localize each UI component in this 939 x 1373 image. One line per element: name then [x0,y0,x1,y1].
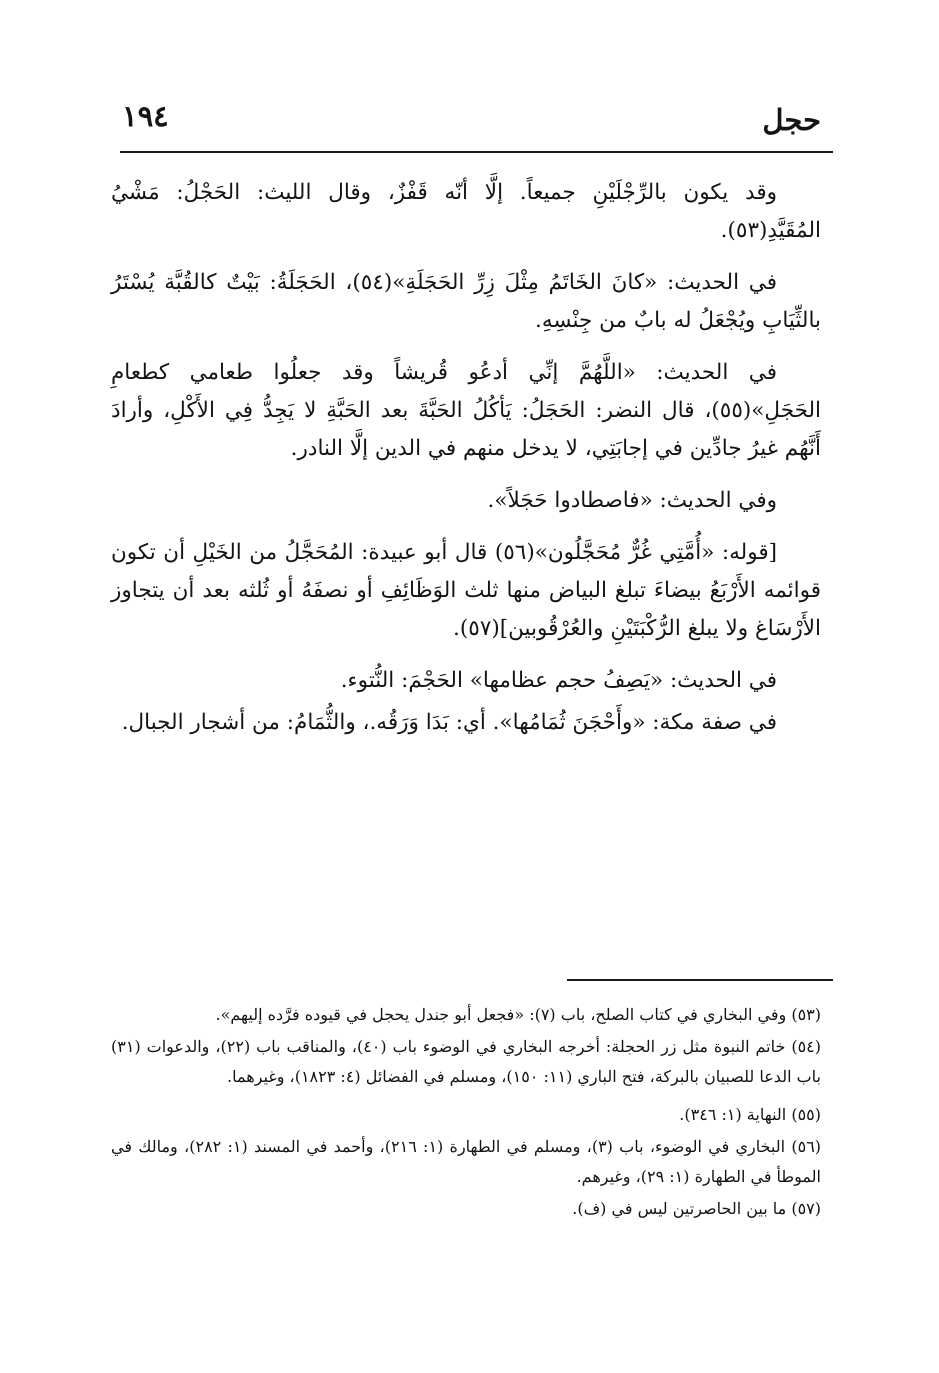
footnote-53: (٥٣) وفي البخاري في كتاب الصلح، باب (٧): «فجعل أبو جندل يحجل في قيوده فرَّده إليهم». [215,1005,821,1024]
footnotes [111,1000,821,1226]
paragraph-hajl-leg: وقد يكون بالرِّجْلَيْنِ جميعاً. إلَّا أنّه قَفْزٌ، وقال الليث: الحَجْلُ: مَشْيُ المُقَيَّدِ(٥٣). [111,180,821,243]
paragraph-muhajjalun: [قوله: «أُمَّتِي غُرٌّ مُحَجَّلُون»(٥٦) قال أبو عبيدة: المُحَجَّلُ من الخَيْلِ أن تكون قوائمه الأَرْبَعُ بيضاءَ تبلغ البياض منها ثلث الوَظَائِفِ أو نصفَهُ أو ثُلثه بعد أن يتجاوز الأَرْسَاغ ولا يبلغ الرُّكْبَتَيْنِ والعُرْقُوبين](٥٧). [111,540,821,641]
running-header-title: حجل [762,103,821,137]
header-divider [120,151,833,153]
footnote-57: (٥٧) ما بين الحاصرتين ليس في (ف). [572,1199,821,1218]
footnote-55: (٥٥) النهاية (١: ٣٤٦). [679,1105,821,1124]
footnote-54: (٥٤) خاتم النبوة مثل زر الحجلة: أخرجه البخاري في الوضوء باب (٤٠)، والمناقب باب (٢٢)، والدعوات (٣١) باب الدعا للصبيان بالبركة، فتح الباري (١١: ١٥٠)، ومسلم في الفضائل (٤: ١٨٢٣)، وغيرهما. [111,1037,822,1086]
footnote-56: (٥٦) البخاري في الوضوء، باب (٣)، ومسلم في الطهارة (١: ٢١٦)، وأحمد في المسند (١: ٢٨٢)، ومالك في الموطأ في الطهارة (١: ٢٩)، وغيرهم. [111,1137,822,1186]
paragraph-makka: في صفة مكة: «وأَحْجَنَ ثُمَامُها». أي: بَدَا وَرَقُه.، والثُّمَامُ: من أشجار الجبال. [121,710,777,735]
paragraph-istiyad: وفي الحديث: «فاصطادوا حَجَلاً». [487,488,777,513]
paragraph-hajal-food: في الحديث: «اللَّهُمَّ إنِّي أدعُو قُريشاً وقد جعلُوا طعامي كطعامِ الحَجَلِ»(٥٥)، قال النضر: الحَجَلُ: يَأكُلُ الحَبَّةَ بعد الحَبَّةِ لا يَجِدُّ فِي الأَكْلِ، وأرادَ أَنَّهُم غيرُ جادِّين في إجابَتِي، لا يدخل منهم في الدين إلَّا النادر. [111,360,821,461]
footnote-divider [567,979,833,981]
paragraph-hajala: في الحديث: «كانَ الخَاتَمُ مِثْلَ زِرِّ الحَجَلَةِ»(٥٤)، الحَجَلَةُ: بَيْتٌ كالقُبَّة يُسْتَرُ بالثِّيَابِ ويُجْعَلُ له بابٌ من جِنْسِهِ. [111,270,821,333]
page-number: ١٩٤ [122,99,169,133]
main-text [111,174,821,756]
paragraph-hajm: في الحديث: «يَصِفُ حجم عظامها» الحَجْمَ: النُّتوء. [340,668,777,693]
